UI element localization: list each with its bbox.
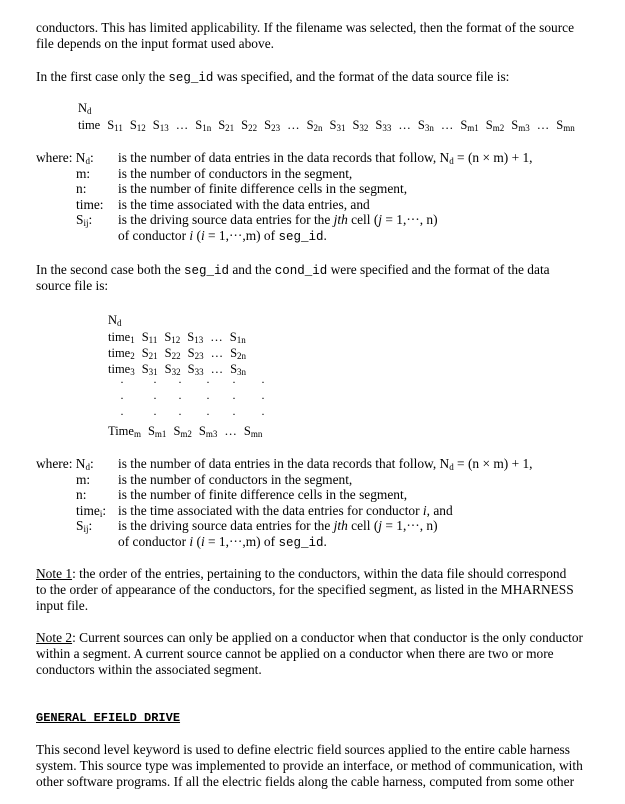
vertical-dot: · xyxy=(153,375,157,389)
formula1-token: time xyxy=(78,118,101,132)
where-description: is the driving source data entries for the jth cell (j = 1,···, n) xyxy=(118,212,438,227)
note2-line-2: within a segment. A current source cannot be applied on a conductor when there are two or more xyxy=(36,646,554,661)
formula2-token: $S_{13}$ xyxy=(187,330,204,345)
where-label: m: xyxy=(76,165,91,181)
where-description: is the number of finite difference cells in the segment, xyxy=(118,487,408,502)
where-label: where: $N_d$: xyxy=(36,456,94,472)
formula2-token: … xyxy=(210,362,224,376)
note1-line-3: input file. xyxy=(36,598,89,613)
vertical-dot: · xyxy=(206,407,210,421)
formula2-time-last: Time$_m$ xyxy=(108,424,141,439)
note2-line-3: conductors within the associated segment. xyxy=(36,662,262,677)
formula1-token: $S_{12}$ xyxy=(129,118,146,133)
where-description: of conductor i (i = 1,···,m) of seg_id. xyxy=(118,533,327,550)
where-row xyxy=(36,534,606,550)
formula2-token: $S_{mn}$ xyxy=(243,424,263,439)
section-line-1: This second level keyword is used to define electric field sources applied to the entire cable harness xyxy=(36,742,570,757)
formula1-token: $S_{33}$ xyxy=(375,118,392,133)
formula1-token: $S_{31}$ xyxy=(329,118,346,133)
where-label: n: xyxy=(76,181,87,196)
where-label: time: xyxy=(76,196,104,212)
formula1-token: $S_{2n}$ xyxy=(306,118,323,133)
formula1-token: $S_{m1}$ xyxy=(460,118,479,133)
vertical-dot: · xyxy=(232,407,236,421)
case1-paragraph: In the first case only the seg_id was specified, and the format of the data source file is: xyxy=(36,69,510,85)
formula1-token: $S_{23}$ xyxy=(264,118,281,133)
formula2-time: time$_1$ xyxy=(108,330,135,345)
where-description: is the driving source data entries for the jth cell (j = 1,···, n) xyxy=(118,518,438,533)
vertical-dot: · xyxy=(120,407,124,421)
formula2-last-row xyxy=(108,423,269,439)
formula2-token: $S_{3n}$ xyxy=(230,362,247,377)
vertical-dot: · xyxy=(261,407,265,421)
formula1-token: $S_{32}$ xyxy=(352,118,369,133)
vertical-dot: · xyxy=(178,375,182,389)
where-row xyxy=(36,487,606,503)
case2-line-2: source file is: xyxy=(36,278,109,293)
vertical-dot: · xyxy=(261,391,265,405)
formula2-token: $S_{32}$ xyxy=(164,362,181,377)
formula2-token: $S_{21}$ xyxy=(141,346,158,361)
formula2-token: $S_{1n}$ xyxy=(229,330,246,345)
formula2-row xyxy=(108,329,253,345)
section-heading: GENERAL EFIELD DRIVE xyxy=(36,711,181,725)
formula2-token: $S_{23}$ xyxy=(187,346,204,361)
where-row xyxy=(36,150,606,166)
formula1-token: $S_{m3}$ xyxy=(511,118,530,133)
where-label: where: $N_d$: xyxy=(36,150,94,166)
formula2-token: $S_{m3}$ xyxy=(198,424,218,439)
vertical-dot: · xyxy=(153,407,157,421)
formula2-token: $S_{12}$ xyxy=(164,330,181,345)
where-description: is the number of conductors in the segment, xyxy=(118,471,353,487)
formula2-token: … xyxy=(210,346,224,360)
where-row xyxy=(36,503,606,519)
formula2-token: $S_{11}$ xyxy=(141,330,158,345)
vertical-dot: · xyxy=(206,375,210,389)
formula1-row xyxy=(78,117,582,133)
formula2-token: $S_{31}$ xyxy=(141,362,158,377)
where-row xyxy=(36,456,606,472)
vertical-dot: · xyxy=(153,391,157,405)
formula1-token: $S_{m2}$ xyxy=(485,118,505,133)
note1-line-1: Note 1: the order of the entries, pertaining to the conductors, within the data file should correspond xyxy=(36,566,567,581)
seg-id-code: seg_id xyxy=(168,71,214,85)
formula2-row xyxy=(108,345,253,361)
formula2-token: $S_{22}$ xyxy=(164,346,181,361)
formula2-time: time$_3$ xyxy=(108,362,135,377)
formula2-nd: $N_d$ xyxy=(108,313,122,328)
where-description: is the time associated with the data entries for conductor i, and xyxy=(118,502,453,518)
formula1-token: $S_{22}$ xyxy=(241,118,258,133)
where-row xyxy=(36,472,606,488)
where-label: time$_i$: xyxy=(76,502,107,519)
where-description: is the number of data entries in the data records that follow, $N_d = (n \times m) + 1$, xyxy=(118,150,533,166)
where-label: $S_{ij}$: xyxy=(76,518,93,534)
formula2-token: $S_{33}$ xyxy=(187,362,204,377)
vertical-dot: · xyxy=(232,391,236,405)
vertical-dot: · xyxy=(206,391,210,405)
vertical-dot: · xyxy=(261,375,265,389)
formula2-token: … xyxy=(224,424,237,438)
formula2-token: … xyxy=(210,330,223,344)
intro-line-1: conductors. This has limited applicability. If the filename was selected, then the format of the source xyxy=(36,20,575,35)
formula1-token: … xyxy=(440,118,454,132)
formula2-token: $S_{m2}$ xyxy=(173,424,192,439)
formula1-token: … xyxy=(536,118,550,132)
where-row xyxy=(36,197,606,213)
where-row xyxy=(36,181,606,197)
section-line-3: other software programs. If all the electric fields along the cable harness, computed from some other xyxy=(36,774,575,789)
note1-label: Note 1 xyxy=(36,566,73,581)
where-row xyxy=(36,166,606,182)
formula1-token: … xyxy=(175,118,189,132)
vertical-dot: · xyxy=(178,407,182,421)
formula1-token: $S_{21}$ xyxy=(218,118,235,133)
case2-paragraph: In the second case both the seg_id and the cond_id were specified and the format of the data xyxy=(36,262,550,278)
formula1-token: $S_{11}$ xyxy=(107,118,123,133)
where-description: is the number of data entries in the data records that follow, $N_d = (n \times m) + 1$, xyxy=(118,456,533,472)
note2-line-1: Note 2: Current sources can only be applied on a conductor when that conductor is the only conductor xyxy=(36,630,584,645)
where-description: is the number of conductors in the segment, xyxy=(118,165,353,181)
where-label: $S_{ij}$: xyxy=(76,212,93,228)
where-description: is the time associated with the data entries, and xyxy=(118,196,370,212)
where-description: of conductor i (i = 1,···,m) of seg_id. xyxy=(118,227,327,244)
where-row xyxy=(36,228,606,244)
section-line-2: system. This source type was implemented to provide an interface, or method of communication, with xyxy=(36,758,583,773)
formula1-nd: $N_d$ xyxy=(78,101,92,116)
formula2-token: $S_{m1}$ xyxy=(147,424,167,439)
formula2-time: time$_2$ xyxy=(108,346,135,361)
where-label: m: xyxy=(76,471,91,487)
where-label: n: xyxy=(76,487,87,502)
where1-table xyxy=(36,150,606,243)
formula1-token: $S_{mn}$ xyxy=(556,118,575,133)
intro-line-2: file depends on the input format used above. xyxy=(36,36,274,51)
where-row xyxy=(36,518,606,534)
vertical-dot: · xyxy=(120,391,124,405)
formula1-token: $S_{3n}$ xyxy=(417,118,434,133)
where2-table xyxy=(36,456,606,549)
formula2-token: $S_{2n}$ xyxy=(230,346,247,361)
note1-line-2: to the order of appearance of the conductors, for the specified segment, as listed in the MHARNESS xyxy=(36,582,574,597)
formula1-token: … xyxy=(287,118,300,132)
formula1-token: … xyxy=(398,118,411,132)
where-row xyxy=(36,212,606,228)
formula1-token: $S_{1n}$ xyxy=(195,118,212,133)
vertical-dot: · xyxy=(178,391,182,405)
formula1-token: $S_{13}$ xyxy=(152,118,169,133)
note2-label: Note 2 xyxy=(36,630,73,645)
where-description: is the number of finite difference cells in the segment, xyxy=(118,181,408,196)
vertical-dot: · xyxy=(232,375,236,389)
vertical-dot: · xyxy=(120,375,124,389)
